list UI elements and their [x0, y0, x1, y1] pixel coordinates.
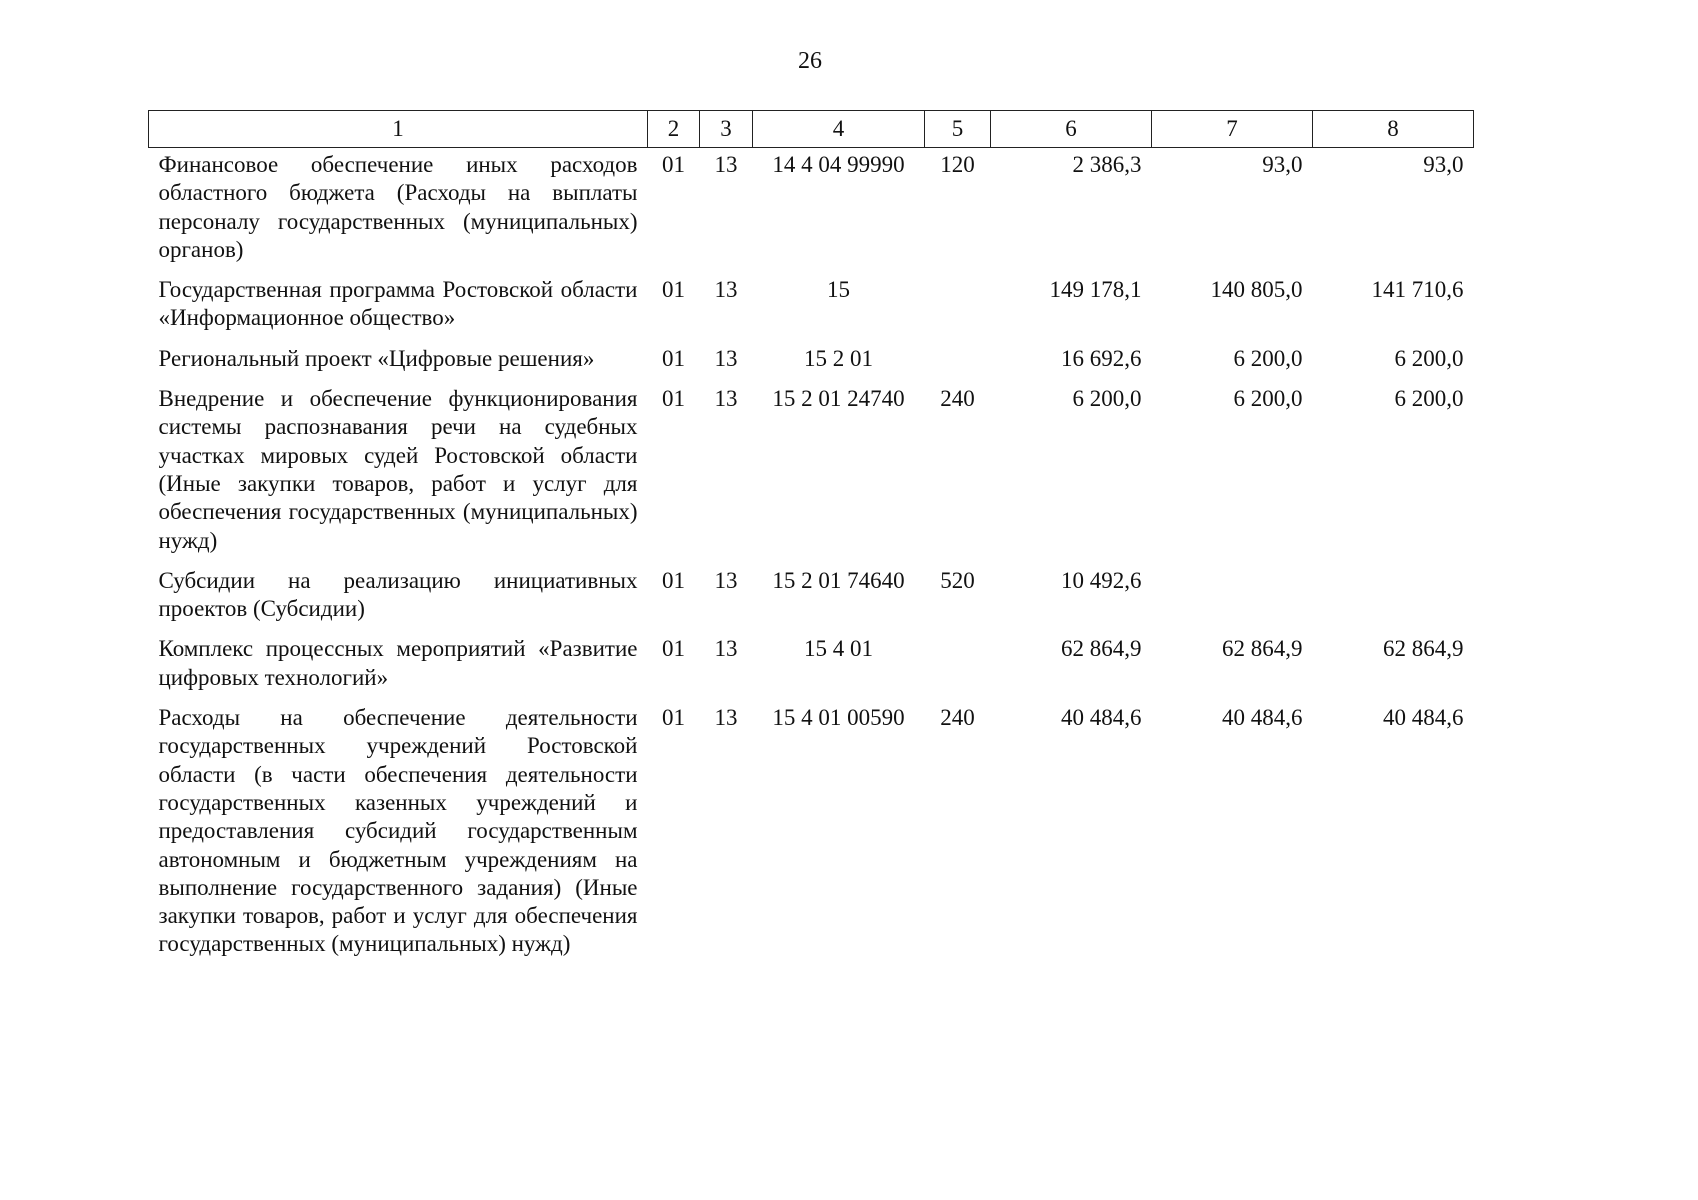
expense-name-cell: Финансовое обеспечение иных расходов областного бюджета (Расходы на выплаты персоналу государственных (муниципальных) органов): [158, 152, 638, 262]
page-number: 26: [798, 48, 822, 74]
table-row: [149, 704, 1474, 971]
table-row: [149, 567, 1474, 636]
subsection-code-cell: 13: [714, 277, 738, 303]
section-code-cell: 01: [662, 152, 685, 177]
expense-type-cell: [925, 276, 991, 345]
amount-col7-cell: 93,0: [1262, 152, 1303, 177]
expense-type-cell: 240: [940, 386, 975, 412]
target-article-cell: 15 2 01 24740: [772, 386, 905, 412]
section-code-cell: 01: [662, 567, 685, 593]
subsection-code-cell: 13: [714, 152, 738, 177]
amount-col7-cell: 62 864,9: [1222, 636, 1303, 662]
amount-col8-cell: 40 484,6: [1383, 705, 1464, 731]
expense-type-cell: 520: [940, 567, 975, 593]
expense-type-cell: 120: [940, 152, 975, 177]
amount-col6-cell: 2 386,3: [1072, 152, 1142, 177]
table-header-row: [149, 111, 1474, 148]
amount-col7-cell: [1152, 567, 1313, 636]
expense-name-cell: Государственная программа Ростовской области «Информационное общество»: [158, 277, 638, 331]
amount-col7-cell: 140 805,0: [1210, 277, 1303, 303]
target-article-cell: 15 2 01: [804, 345, 873, 371]
amount-col8-cell: 6 200,0: [1394, 345, 1464, 371]
expense-name-cell: Субсидии на реализацию инициативных проектов (Субсидии): [158, 567, 638, 622]
expense-name-cell: Региональный проект «Цифровые решения»: [158, 345, 595, 371]
expense-name-cell: Комплекс процессных мероприятий «Развитие цифровых технологий»: [158, 636, 638, 690]
amount-col8-cell: 141 710,6: [1371, 277, 1464, 303]
amount-col7-cell: 6 200,0: [1233, 345, 1303, 371]
column-header: 4: [753, 111, 925, 148]
expense-name-cell: Расходы на обеспечение деятельности государственных учреждений Ростовской области (в части обеспечения деятельности государственных казенных учреждений и предоставления субсидий государственным автономным и бюджетным учреждениям на выполнение государственного задания) (Иные закупки товаров, работ и услуг для обеспечения государственных (муниципальных) нужд): [158, 705, 638, 957]
column-header: 3: [700, 111, 753, 148]
section-code-cell: 01: [662, 705, 685, 731]
section-code-cell: 01: [662, 277, 685, 303]
column-header: 7: [1152, 111, 1313, 148]
table-row: [149, 635, 1474, 704]
amount-col7-cell: 40 484,6: [1222, 705, 1303, 731]
budget-table: [148, 110, 1474, 971]
column-header: 5: [925, 111, 991, 148]
expense-type-cell: [925, 635, 991, 704]
column-header: 6: [991, 111, 1152, 148]
amount-col6-cell: 6 200,0: [1072, 386, 1142, 412]
section-code-cell: 01: [662, 636, 685, 662]
amount-col8-cell: [1313, 567, 1474, 636]
amount-col6-cell: 40 484,6: [1061, 705, 1142, 731]
table-row: [149, 148, 1474, 277]
amount-col8-cell: 6 200,0: [1394, 386, 1464, 412]
amount-col6-cell: 62 864,9: [1061, 636, 1142, 662]
column-header: 2: [648, 111, 700, 148]
table-row: [149, 345, 1474, 385]
target-article-cell: 15 2 01 74640: [772, 567, 905, 593]
target-article-cell: 15 4 01 00590: [772, 705, 905, 731]
expense-name-cell: Внедрение и обеспечение функционирования системы распознавания речи на судебных участках мировых судей Ростовской области (Иные закупки товаров, работ и услуг для обеспечения государственных (муниципальных) нужд): [158, 386, 638, 553]
amount-col7-cell: 6 200,0: [1233, 386, 1303, 412]
subsection-code-cell: 13: [714, 705, 738, 731]
subsection-code-cell: 13: [714, 386, 738, 412]
target-article-cell: 15: [827, 277, 850, 303]
section-code-cell: 01: [662, 345, 685, 371]
column-header: 1: [149, 111, 648, 148]
subsection-code-cell: 13: [714, 345, 738, 371]
amount-col6-cell: 149 178,1: [1049, 277, 1142, 303]
expense-type-cell: [925, 345, 991, 385]
column-header: 8: [1313, 111, 1474, 148]
table-row: [149, 276, 1474, 345]
expense-type-cell: 240: [940, 705, 975, 731]
target-article-cell: 15 4 01: [804, 636, 873, 662]
target-article-cell: 14 4 04 99990: [772, 152, 905, 177]
subsection-code-cell: 13: [714, 636, 738, 662]
amount-col8-cell: 62 864,9: [1383, 636, 1464, 662]
amount-col6-cell: 16 692,6: [1061, 345, 1142, 371]
amount-col8-cell: 93,0: [1423, 152, 1464, 177]
table-row: [149, 385, 1474, 567]
subsection-code-cell: 13: [714, 567, 738, 593]
section-code-cell: 01: [662, 386, 685, 412]
amount-col6-cell: 10 492,6: [1061, 567, 1142, 593]
